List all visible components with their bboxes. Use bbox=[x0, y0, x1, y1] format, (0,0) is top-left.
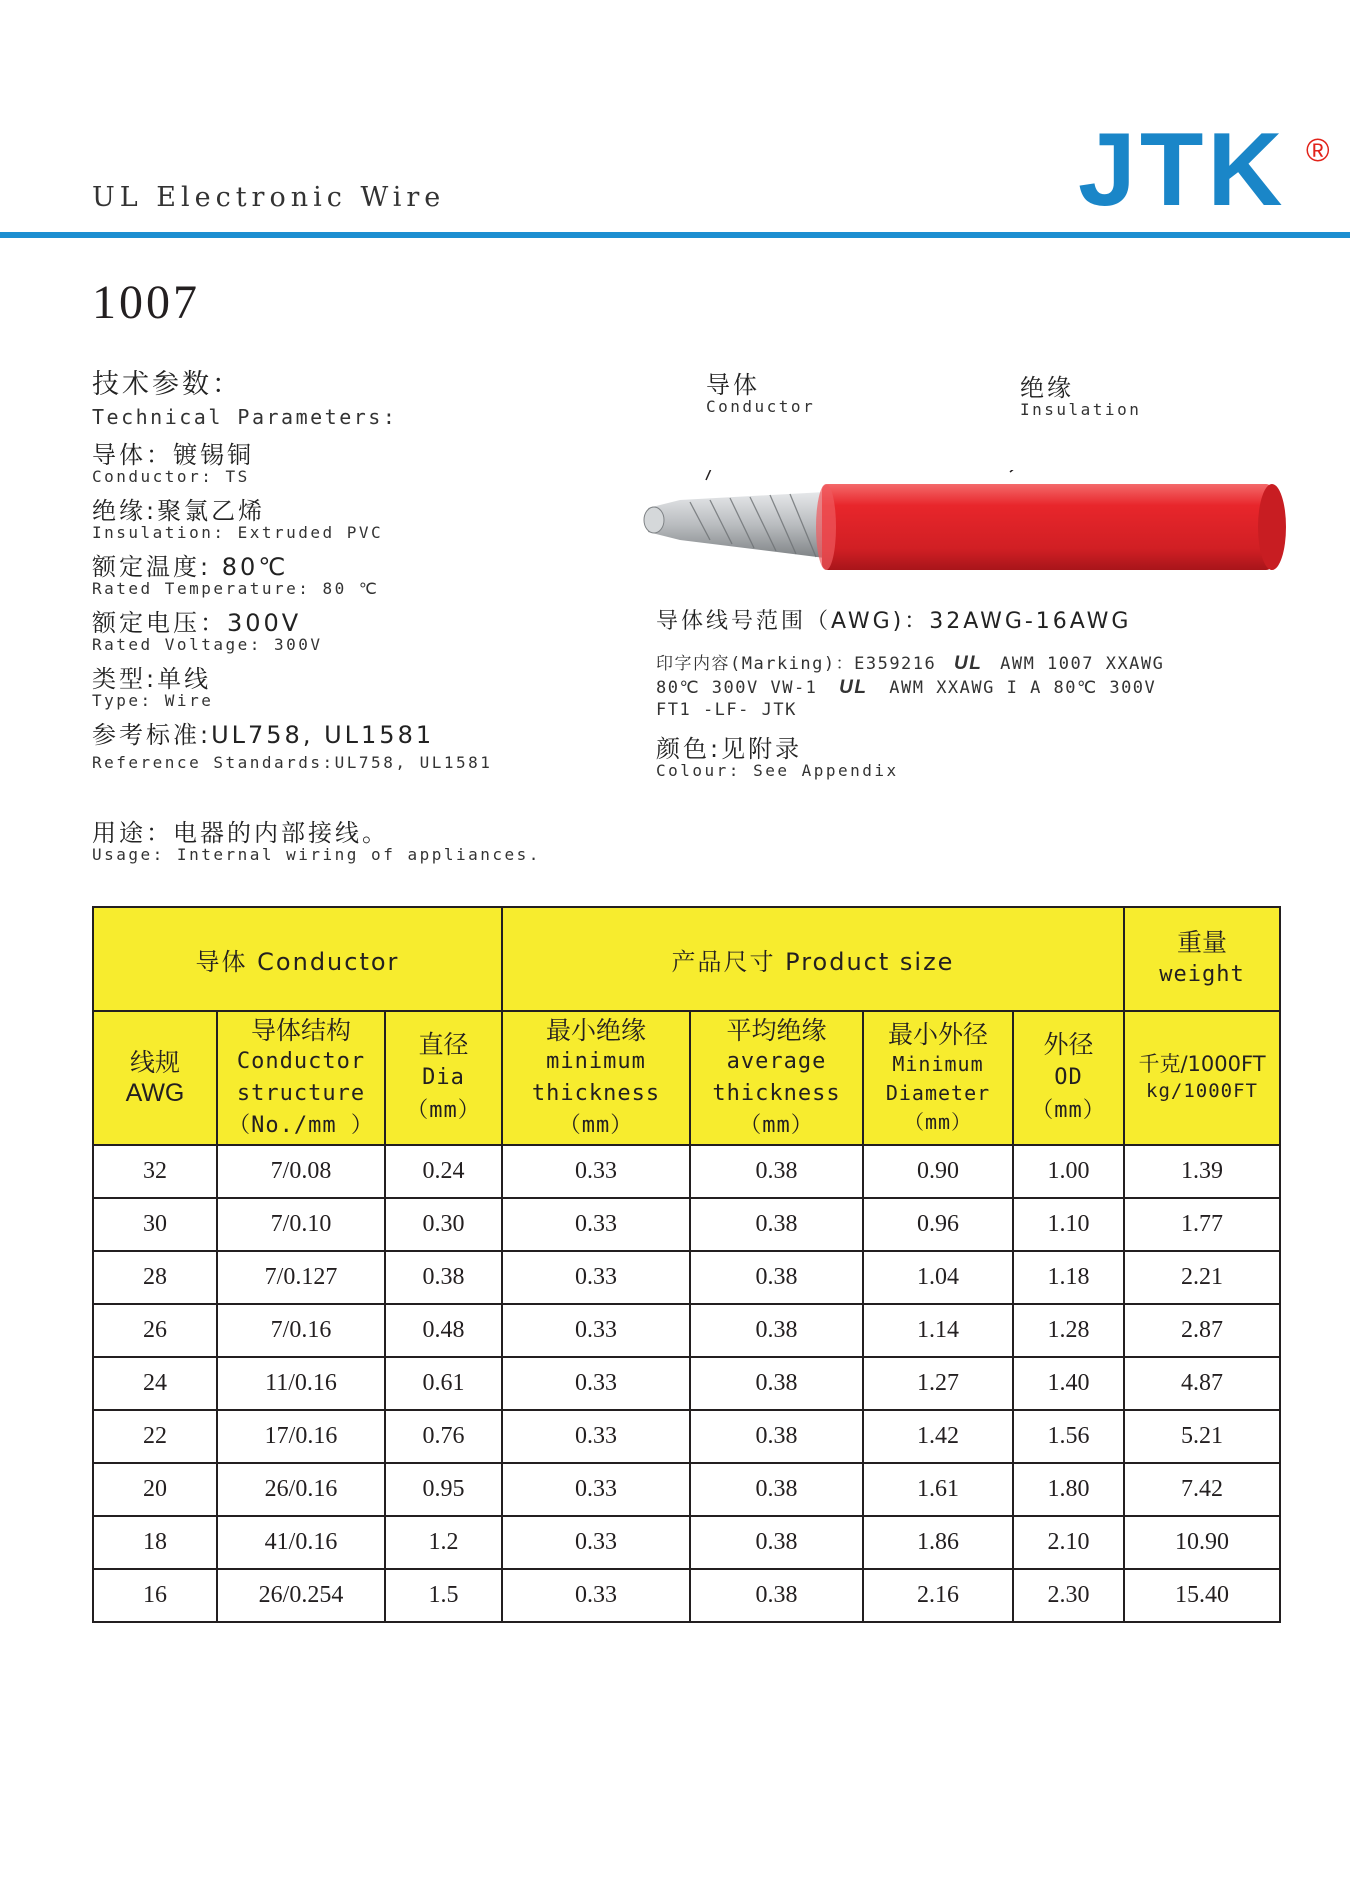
cell-min-diameter: 1.42 bbox=[863, 1410, 1013, 1463]
param-standards bbox=[92, 722, 492, 772]
cell-dia: 1.2 bbox=[385, 1516, 502, 1569]
cell-min-diameter: 1.04 bbox=[863, 1251, 1013, 1304]
usage-zh: 用途：电器的内部接线。 bbox=[92, 819, 389, 847]
group-product-size bbox=[502, 907, 1124, 1011]
table-row bbox=[93, 1357, 1280, 1410]
cell-awg: 28 bbox=[93, 1251, 217, 1304]
col-min-thickness-unit: （mm） bbox=[558, 1112, 634, 1138]
cell-dia: 0.48 bbox=[385, 1304, 502, 1357]
param-type bbox=[92, 666, 213, 710]
cell-avg-thickness: 0.38 bbox=[690, 1251, 863, 1304]
insulation-callout bbox=[1020, 375, 1141, 419]
col-structure-zh: 导体结构 bbox=[250, 1015, 351, 1045]
table-row bbox=[93, 1198, 1280, 1251]
colour-info bbox=[656, 736, 899, 780]
cul-logo-icon: UL bbox=[839, 676, 868, 698]
cell-structure: 17/0.16 bbox=[217, 1410, 385, 1463]
cell-structure: 26/0.254 bbox=[217, 1569, 385, 1622]
insulation-leader-line bbox=[1010, 470, 1068, 472]
cell-structure: 7/0.16 bbox=[217, 1304, 385, 1357]
cell-od: 1.10 bbox=[1013, 1198, 1124, 1251]
cell-avg-thickness: 0.38 bbox=[690, 1516, 863, 1569]
insulation-cut-edge bbox=[816, 484, 836, 570]
col-avg-thickness-unit: （mm） bbox=[739, 1112, 814, 1138]
param-conductor-zh: 导体：镀锡铜 bbox=[92, 441, 254, 469]
cell-min-diameter: 0.90 bbox=[863, 1145, 1013, 1198]
conductor-leader-line bbox=[706, 470, 732, 480]
col-min-thickness bbox=[502, 1011, 690, 1145]
cell-min-thickness: 0.33 bbox=[502, 1145, 690, 1198]
cell-min-thickness: 0.33 bbox=[502, 1251, 690, 1304]
cell-awg: 16 bbox=[93, 1569, 217, 1622]
cell-dia: 0.61 bbox=[385, 1357, 502, 1410]
col-avg-thickness-en2: thickness bbox=[712, 1080, 841, 1106]
col-od bbox=[1013, 1011, 1124, 1145]
cell-weight: 10.90 bbox=[1124, 1516, 1280, 1569]
cell-dia: 1.5 bbox=[385, 1569, 502, 1622]
cell-min-thickness: 0.33 bbox=[502, 1357, 690, 1410]
group-conductor-label: 导体 Conductor bbox=[195, 947, 400, 976]
col-awg-en: AWG bbox=[125, 1079, 185, 1107]
insulation-callout-zh: 绝缘 bbox=[1020, 374, 1074, 402]
col-min-diameter-unit: （mm） bbox=[903, 1110, 973, 1135]
col-structure-en2: structure bbox=[236, 1080, 366, 1106]
insulation-callout-en: Insulation bbox=[1020, 400, 1142, 420]
group-weight-zh: 重量 bbox=[1176, 927, 1227, 957]
group-weight bbox=[1124, 907, 1280, 1011]
cell-od: 1.56 bbox=[1013, 1410, 1124, 1463]
cell-structure: 26/0.16 bbox=[217, 1463, 385, 1516]
conductor-strands bbox=[648, 492, 825, 558]
spec-table bbox=[92, 906, 1281, 1623]
model-number: 1007 bbox=[92, 276, 200, 329]
col-avg-thickness-zh: 平均绝缘 bbox=[726, 1015, 827, 1045]
param-conductor-en: Conductor: TS bbox=[92, 467, 250, 487]
param-standards-en: Reference Standards:UL758, UL1581 bbox=[92, 753, 493, 773]
marking-line-1 bbox=[656, 652, 1164, 676]
colour-zh: 颜色:见附录 bbox=[656, 735, 803, 763]
marking-line-1b-text: AWM 1007 XXAWG bbox=[1000, 654, 1165, 674]
cell-min-diameter: 1.61 bbox=[863, 1463, 1013, 1516]
cell-avg-thickness: 0.38 bbox=[690, 1569, 863, 1622]
col-weight-en: kg/1000FT bbox=[1146, 1079, 1258, 1102]
table-row bbox=[93, 1569, 1280, 1622]
cell-dia: 0.24 bbox=[385, 1145, 502, 1198]
ul-logo-icon: UL bbox=[954, 653, 983, 674]
cell-avg-thickness: 0.38 bbox=[690, 1145, 863, 1198]
col-min-thickness-en: minimum bbox=[546, 1048, 646, 1074]
param-type-zh: 类型:单线 bbox=[92, 665, 212, 693]
group-conductor bbox=[93, 907, 502, 1011]
conductor-callout bbox=[706, 372, 815, 416]
cell-min-diameter: 1.86 bbox=[863, 1516, 1013, 1569]
cell-min-thickness: 0.33 bbox=[502, 1304, 690, 1357]
param-type-en: Type: Wire bbox=[92, 691, 214, 711]
cell-avg-thickness: 0.38 bbox=[690, 1198, 863, 1251]
group-product-size-label: 产品尺寸 Product size bbox=[671, 947, 955, 976]
conductor-callout-en: Conductor bbox=[706, 397, 816, 417]
cell-awg: 32 bbox=[93, 1145, 217, 1198]
col-dia-unit: （mm） bbox=[406, 1097, 481, 1123]
col-dia bbox=[385, 1011, 502, 1145]
header-divider bbox=[0, 232, 1350, 238]
cell-avg-thickness: 0.38 bbox=[690, 1357, 863, 1410]
col-avg-thickness-en: average bbox=[726, 1048, 827, 1074]
cell-awg: 18 bbox=[93, 1516, 217, 1569]
table-row bbox=[93, 1463, 1280, 1516]
col-min-thickness-zh: 最小绝缘 bbox=[545, 1015, 646, 1045]
insulation-end bbox=[1258, 484, 1286, 570]
cell-awg: 20 bbox=[93, 1463, 217, 1516]
cell-structure: 7/0.10 bbox=[217, 1198, 385, 1251]
cell-od: 1.80 bbox=[1013, 1463, 1124, 1516]
cell-dia: 0.95 bbox=[385, 1463, 502, 1516]
col-min-diameter-en2: Diameter bbox=[885, 1081, 991, 1106]
group-weight-en: weight bbox=[1159, 962, 1245, 988]
param-temperature-en: Rated Temperature: 80 ℃ bbox=[92, 579, 380, 599]
params-heading-en: Technical Parameters: bbox=[92, 404, 398, 429]
cell-od: 1.00 bbox=[1013, 1145, 1124, 1198]
insulation-jacket bbox=[822, 484, 1272, 570]
cell-min-thickness: 0.33 bbox=[502, 1463, 690, 1516]
awg-range: 导体线号范围（AWG)：32AWG-16AWG bbox=[656, 609, 1132, 634]
param-temperature-zh: 额定温度: 80℃ bbox=[92, 553, 289, 581]
conductor-callout-zh: 导体 bbox=[706, 371, 760, 399]
param-insulation-zh: 绝缘:聚氯乙烯 bbox=[92, 497, 266, 525]
cell-weight: 15.40 bbox=[1124, 1569, 1280, 1622]
params-heading bbox=[92, 370, 397, 428]
table-row bbox=[93, 1251, 1280, 1304]
table-column-header bbox=[93, 1011, 1280, 1145]
cell-awg: 30 bbox=[93, 1198, 217, 1251]
cell-min-diameter: 1.27 bbox=[863, 1357, 1013, 1410]
params-heading-zh: 技术参数： bbox=[92, 369, 242, 400]
cell-weight: 2.21 bbox=[1124, 1251, 1280, 1304]
cell-dia: 0.30 bbox=[385, 1198, 502, 1251]
col-min-diameter-en: Minimum bbox=[892, 1052, 984, 1077]
col-min-diameter-zh: 最小外径 bbox=[887, 1019, 988, 1049]
col-od-en: OD bbox=[1054, 1064, 1083, 1090]
col-dia-en: Dia bbox=[422, 1064, 465, 1090]
cell-weight: 7.42 bbox=[1124, 1463, 1280, 1516]
cell-awg: 22 bbox=[93, 1410, 217, 1463]
col-awg bbox=[93, 1011, 217, 1145]
cell-structure: 7/0.08 bbox=[217, 1145, 385, 1198]
marking-line-2 bbox=[656, 676, 1164, 700]
cell-min-thickness: 0.33 bbox=[502, 1410, 690, 1463]
cell-avg-thickness: 0.38 bbox=[690, 1410, 863, 1463]
cell-structure: 41/0.16 bbox=[217, 1516, 385, 1569]
brand-logo: JTK bbox=[1078, 112, 1287, 228]
col-structure bbox=[217, 1011, 385, 1145]
cell-structure: 7/0.127 bbox=[217, 1251, 385, 1304]
param-voltage bbox=[92, 610, 323, 654]
cell-awg: 26 bbox=[93, 1304, 217, 1357]
cell-avg-thickness: 0.38 bbox=[690, 1463, 863, 1516]
col-min-diameter bbox=[863, 1011, 1013, 1145]
cell-od: 1.40 bbox=[1013, 1357, 1124, 1410]
col-weight bbox=[1124, 1011, 1280, 1145]
cell-min-thickness: 0.33 bbox=[502, 1516, 690, 1569]
usage bbox=[92, 820, 541, 864]
col-min-thickness-en2: thickness bbox=[531, 1080, 661, 1106]
table-body bbox=[93, 1145, 1280, 1622]
colour-en: Colour: See Appendix bbox=[656, 761, 899, 781]
col-od-unit: （mm） bbox=[1031, 1097, 1106, 1123]
cell-min-thickness: 0.33 bbox=[502, 1198, 690, 1251]
cell-awg: 24 bbox=[93, 1357, 217, 1410]
wire-illustration bbox=[640, 470, 1300, 580]
cell-min-thickness: 0.33 bbox=[502, 1569, 690, 1622]
col-dia-zh: 直径 bbox=[418, 1030, 469, 1060]
param-insulation-en: Insulation: Extruded PVC bbox=[92, 523, 384, 543]
cell-dia: 0.76 bbox=[385, 1410, 502, 1463]
col-structure-en: Conductor bbox=[236, 1048, 366, 1074]
param-standards-zh: 参考标准:UL758, UL1581 bbox=[92, 721, 435, 749]
cell-avg-thickness: 0.38 bbox=[690, 1304, 863, 1357]
marking-line-2-text: 80℃ 300V VW-1 bbox=[656, 677, 818, 698]
table-row bbox=[93, 1516, 1280, 1569]
cell-weight: 1.77 bbox=[1124, 1198, 1280, 1251]
cell-min-diameter: 0.96 bbox=[863, 1198, 1013, 1251]
col-od-zh: 外径 bbox=[1043, 1030, 1094, 1060]
cell-weight: 4.87 bbox=[1124, 1357, 1280, 1410]
registered-mark: ® bbox=[1306, 132, 1330, 168]
col-structure-unit: （No./mm ） bbox=[228, 1112, 374, 1138]
marking-line-1-text: 印字内容(Marking)：E359216 bbox=[656, 654, 937, 674]
col-awg-zh: 线规 bbox=[129, 1047, 180, 1077]
cell-od: 1.28 bbox=[1013, 1304, 1124, 1357]
cell-structure: 11/0.16 bbox=[217, 1357, 385, 1410]
col-weight-zh: 千克/1000FT bbox=[1138, 1051, 1266, 1076]
param-temperature bbox=[92, 554, 379, 598]
param-conductor bbox=[92, 442, 254, 486]
marking-block bbox=[656, 652, 1164, 721]
table-row bbox=[93, 1145, 1280, 1198]
cell-dia: 0.38 bbox=[385, 1251, 502, 1304]
param-insulation bbox=[92, 498, 383, 542]
marking-line-3: FT1 -LF- JTK bbox=[656, 699, 797, 720]
param-voltage-zh: 额定电压：300V bbox=[92, 609, 302, 637]
table-row bbox=[93, 1304, 1280, 1357]
document-subtitle: UL Electronic Wire bbox=[92, 182, 446, 213]
cell-od: 2.30 bbox=[1013, 1569, 1124, 1622]
cell-weight: 2.87 bbox=[1124, 1304, 1280, 1357]
cell-od: 1.18 bbox=[1013, 1251, 1124, 1304]
cell-weight: 1.39 bbox=[1124, 1145, 1280, 1198]
cell-min-diameter: 2.16 bbox=[863, 1569, 1013, 1622]
cell-od: 2.10 bbox=[1013, 1516, 1124, 1569]
cell-min-diameter: 1.14 bbox=[863, 1304, 1013, 1357]
col-avg-thickness bbox=[690, 1011, 863, 1145]
param-voltage-en: Rated Voltage: 300V bbox=[92, 635, 323, 655]
table-row bbox=[93, 1410, 1280, 1463]
conductor-end bbox=[644, 507, 664, 533]
marking-line-2b-text: AWM XXAWG I A 80℃ 300V bbox=[889, 677, 1157, 698]
cell-weight: 5.21 bbox=[1124, 1410, 1280, 1463]
usage-en: Usage: Internal wiring of appliances. bbox=[92, 845, 541, 865]
table-group-header bbox=[93, 907, 1280, 1011]
